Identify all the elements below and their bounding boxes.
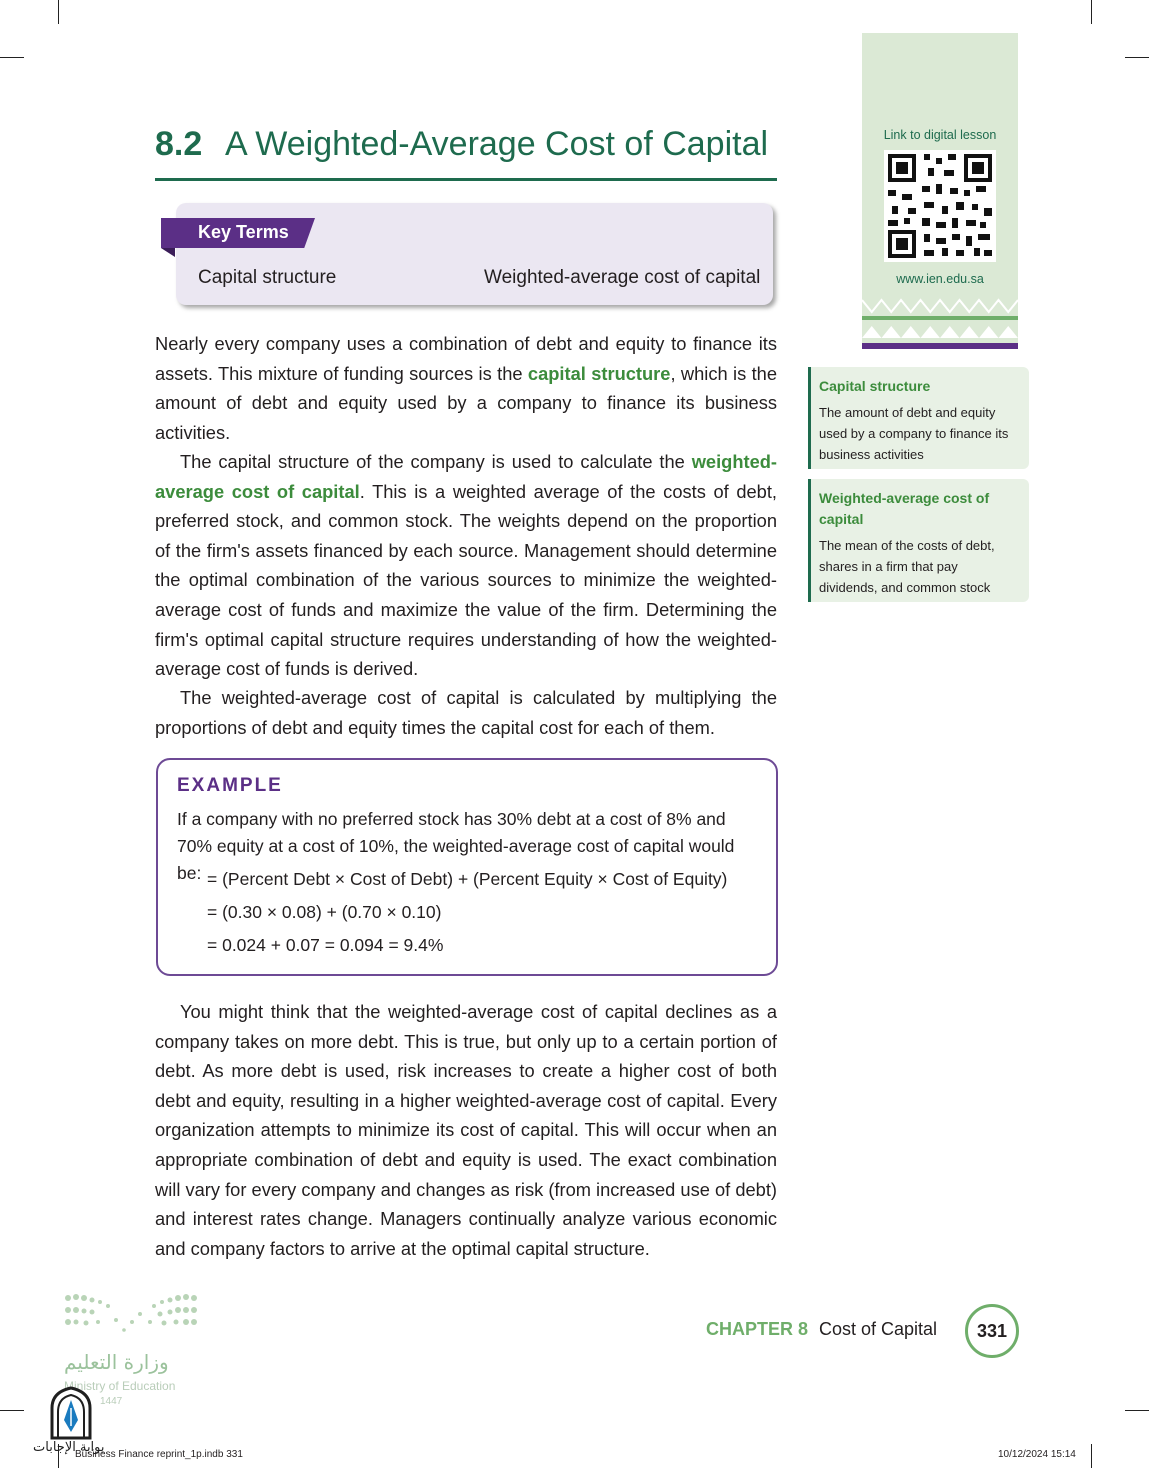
example-title: EXAMPLE [177,775,283,796]
key-term: Capital structure [198,267,337,288]
sidebar-rule [862,343,1018,349]
print-slug-file: Business Finance reprint_1p.indb 331 [75,1449,243,1460]
chapter-title: Cost of Capital [819,1319,938,1339]
text-run: Nearly every company uses a combination of debt and equity to finance its assets. This mixture of funding sources is the [155,333,777,384]
example-text: If a company with no preferred stock has 30% debt at a cost of 8% and 70% equity at a cost of 10%, the weighted-average cost of capital would be: [177,809,735,883]
section-title: A Weighted-Average Cost of Capital [225,125,769,163]
glossary-definition: The mean of the costs of debt, shares in a firm that pay dividends, and common stock [819,538,995,595]
decorative-pattern [862,296,1018,338]
chapter-label: CHAPTER 8 [706,1319,809,1339]
ministry-name-arabic: وزارة التعليم [64,1350,169,1374]
crop-mark [1125,57,1149,58]
text-run: . This is a weighted average of the costs of debt, preferred stock, and common stock. The weights depend on the proportion of the firm's assets financed by each source. Management should determine the optimal combination of the various sources to minimize the weighted-average cost of funds and maximize the value of the firm. Determining the firm's optimal capital structure requires understanding of how the weighted-average cost of funds is derived. [155,480,777,680]
key-terms-tab-fold [161,248,175,257]
key-terms-label: Key Terms [198,222,289,242]
section-number: 8.2 [155,125,203,163]
key-term: Weighted-average cost of capital [484,267,761,288]
portal-logo-icon [48,1386,94,1440]
example-equation: = (0.30 × 0.08) + (0.70 × 0.10) [207,902,442,922]
digital-lesson-url[interactable]: www.ien.edu.sa [896,272,984,286]
glossary-term: Capital structure [819,378,931,394]
text-run: , which is the amount of debt and equity used by a company to finance its business activities. [155,362,777,443]
digital-lesson-label: Link to digital lesson [883,128,997,142]
body-paragraph [155,329,777,447]
crop-mark [0,57,24,58]
highlighted-term: weighted-average cost of capital [155,451,777,502]
highlighted-term: capital structure [527,362,671,384]
crop-mark [1125,1410,1149,1411]
body-paragraph [155,447,777,684]
crop-mark [0,1410,24,1411]
ministry-name-english: Ministry of Education [64,1379,176,1393]
qr-code-icon[interactable] [884,150,996,262]
title-rule [155,178,777,181]
glossary-definition: The amount of debt and equity used by a company to finance its business activities [819,405,1009,462]
page-number: 331 [976,1321,1008,1341]
ministry-year: 1447 [100,1396,123,1407]
portal-name-arabic: بوابة الإجابات [33,1440,105,1455]
crop-mark [1091,1444,1092,1468]
crop-mark [58,0,59,24]
example-equation: = 0.024 + 0.07 = 0.094 = 9.4% [207,935,444,955]
crop-mark [1091,0,1092,24]
body-paragraph: The weighted-average cost of capital is calculated by multiplying the proportions of debt and equity times the capital cost for each of them. [155,687,777,738]
ministry-logo-icon [64,1292,198,1336]
qr-code-graphic [884,150,996,262]
body-paragraph: You might think that the weighted-average cost of capital declines as a company takes on more debt. This is true, but only up to a certain portion of debt. As more debt is used, risk increases to create a higher cost of both debt and equity, resulting in a higher weighted-average cost of capital. Every organization attempts to minimize its cost of capital. This will occur when an appropriate combination of debt and equity is used. The exact combination will vary for every company and changes as risk (from increased use of debt) and interest rates change. Managers continually analyze various economic and company factors to arrive at the optimal capital structure. [155,1001,777,1259]
glossary-term: Weighted-average cost of capital [819,490,990,527]
text-run: The capital structure of the company is used to calculate the [180,451,692,472]
print-slug-date: 10/12/2024 15:14 [998,1449,1076,1460]
example-equation: = (Percent Debt × Cost of Debt) + (Percent Equity × Cost of Equity) [207,869,728,889]
